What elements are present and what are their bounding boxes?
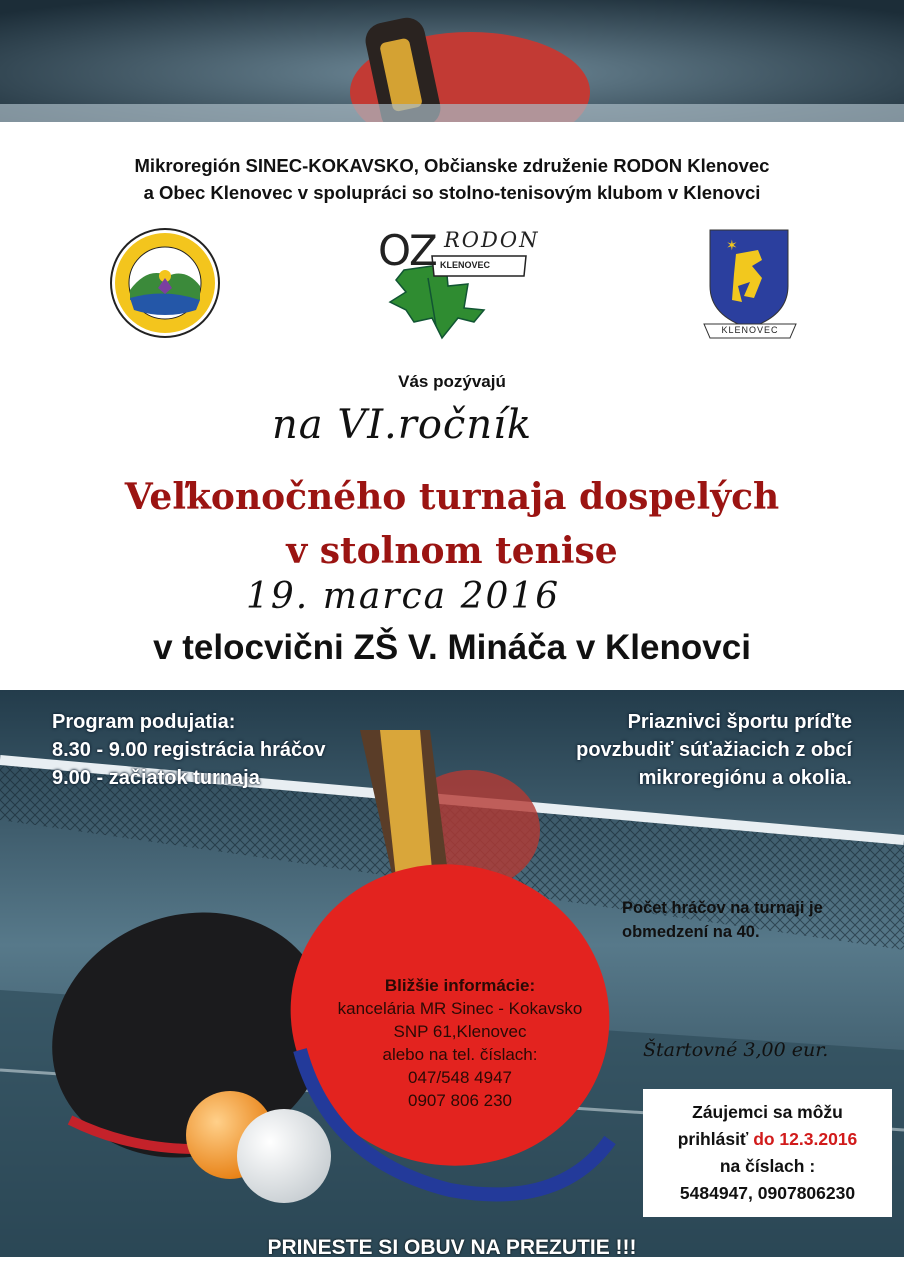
event-title-line-1: Veľkonočného turnaja dospelých: [124, 476, 780, 518]
program-heading: Program podujatia:: [52, 711, 236, 733]
fans-line: povzbudiť súťažiacich z obcí: [576, 739, 852, 761]
organizers-line-1: Mikroregión SINEC-KOKAVSKO, Občianske združenie RODON Klenovec: [134, 155, 770, 176]
registration-phones: 5484947, 0907806230: [679, 1183, 856, 1203]
logo-klenovec-text: KLENOVEC: [440, 260, 491, 270]
player-limit-line: Počet hráčov na turnaji je: [622, 899, 823, 917]
coat-of-arms-label: KLENOVEC: [721, 325, 779, 335]
invite-text: Vás pozývajú: [398, 372, 506, 391]
contact-info: [300, 974, 620, 1112]
fans-line: mikroregiónu a okolia.: [638, 767, 852, 789]
oz-rodon-logo: [376, 226, 540, 342]
logo-rodon-text: RODON: [444, 228, 540, 252]
player-limit: [622, 896, 823, 944]
logo-oz-text: OZ: [378, 226, 436, 275]
mikroregion-logo: [108, 228, 222, 338]
top-photo-banner: [0, 0, 904, 122]
registration-prefix: prihlásiť: [677, 1129, 749, 1149]
program-item: 9.00 - začiatok turnaja: [52, 767, 260, 789]
registration-line: na číslach :: [719, 1156, 816, 1176]
player-limit-line: obmedzení na 40.: [622, 923, 760, 941]
contact-phone: 0907 806 230: [408, 1091, 512, 1110]
entry-fee: Štartovné 3,00 eur.: [643, 1039, 829, 1061]
svg-text:✶: ✶: [726, 238, 738, 254]
footer-notice: PRINESTE SI OBUV NA PREZUTIE !!!: [267, 1236, 637, 1259]
organizers-line-2: a Obec Klenovec v spolupráci so stolno-tenisovým klubom v Klenovci: [143, 182, 761, 203]
registration-line: [647, 1126, 888, 1153]
program-block: [52, 708, 326, 792]
registration-box: [643, 1089, 892, 1217]
event-title: [0, 470, 904, 578]
event-title-line-2: v stolnom tenise: [286, 530, 618, 572]
contact-info-heading: Bližšie informácie:: [384, 976, 536, 995]
fans-invitation: [576, 708, 852, 792]
contact-info-line: alebo na tel. číslach:: [382, 1045, 538, 1064]
registration-line: Záujemci sa môžu: [692, 1102, 843, 1122]
edition-text: na VI.ročník: [272, 402, 533, 448]
registration-deadline: do 12.3.2016: [753, 1129, 858, 1149]
organizers-header: [40, 152, 864, 206]
contact-info-line: kancelária MR Sinec - Kokavsko: [337, 999, 583, 1018]
program-item: 8.30 - 9.00 registrácia hráčov: [52, 739, 326, 761]
contact-phone: 047/548 4947: [408, 1068, 512, 1087]
event-date: 19. marca 2016: [246, 576, 561, 617]
contact-info-line: SNP 61,Klenovec: [393, 1022, 527, 1041]
event-venue: v telocvični ZŠ V. Mináča v Klenovci: [153, 628, 751, 667]
klenovec-coat-of-arms: [700, 226, 800, 342]
fans-line: Priaznivci športu príďte: [627, 711, 852, 733]
